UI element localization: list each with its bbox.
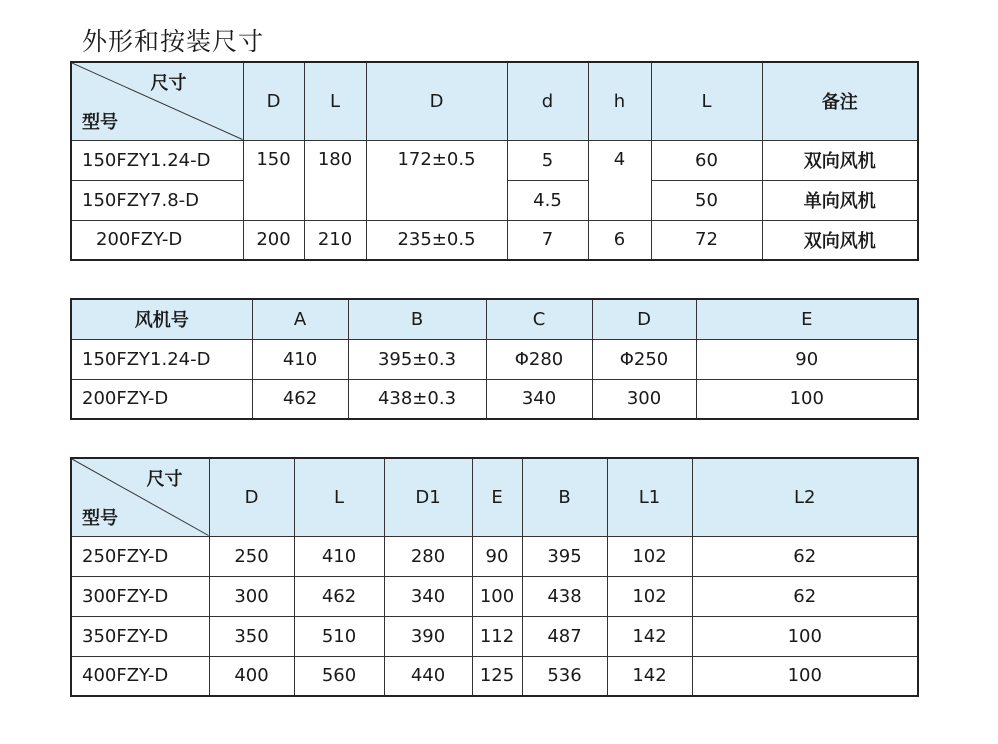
table-cell: 50: [651, 180, 762, 220]
table-cell: 462: [252, 379, 348, 419]
table-cell: 462: [294, 576, 384, 616]
column-header: E: [472, 458, 522, 536]
table-row: [71, 536, 918, 576]
table-cell: 4: [588, 140, 651, 220]
table-cell: 5: [507, 140, 588, 180]
column-header: L2: [692, 458, 918, 536]
column-header: L: [304, 62, 366, 140]
table-row: [71, 656, 918, 696]
column-header: A: [252, 299, 348, 339]
table-cell: 112: [472, 616, 522, 656]
table-cell: 350: [209, 616, 294, 656]
corner-bottom-label: 型号: [82, 507, 118, 529]
table-cell: 125: [472, 656, 522, 696]
column-header: L: [294, 458, 384, 536]
table-cell: Φ280: [486, 339, 592, 379]
dimension-table-2: [70, 298, 919, 420]
table-cell: 438±0.3: [348, 379, 486, 419]
table-cell: 410: [294, 536, 384, 576]
model-cell: 400FZY-D: [71, 656, 209, 696]
column-header: E: [696, 299, 918, 339]
column-header: 风机号: [71, 299, 252, 339]
table-row: [71, 140, 918, 180]
table-cell: 100: [696, 379, 918, 419]
column-header: 备注: [762, 62, 918, 140]
dimension-table-3: [70, 457, 919, 697]
table-header-row: [71, 62, 918, 140]
table-cell: 172±0.5: [366, 140, 507, 220]
table-cell: 100: [472, 576, 522, 616]
note-cell: 单向风机: [762, 180, 918, 220]
table-cell: 102: [607, 536, 692, 576]
table-cell: 300: [209, 576, 294, 616]
table-cell: 536: [522, 656, 607, 696]
table-cell: 200: [243, 220, 304, 260]
column-header: L1: [607, 458, 692, 536]
table-cell: 6: [588, 220, 651, 260]
table-cell: 280: [384, 536, 472, 576]
table-cell: 395±0.3: [348, 339, 486, 379]
table-cell: 7: [507, 220, 588, 260]
table-cell: 510: [294, 616, 384, 656]
table-cell: 72: [651, 220, 762, 260]
note-cell: 双向风机: [762, 140, 918, 180]
table-cell: 102: [607, 576, 692, 616]
table-cell: 250: [209, 536, 294, 576]
column-header: D1: [384, 458, 472, 536]
table-cell: 90: [472, 536, 522, 576]
table-cell: 62: [692, 536, 918, 576]
corner-cell: [71, 62, 243, 140]
table-cell: 410: [252, 339, 348, 379]
corner-top-label: 尺寸: [150, 73, 187, 94]
table-cell: 100: [692, 616, 918, 656]
corner-top-label: 尺寸: [146, 469, 183, 490]
note-cell: 双向风机: [762, 220, 918, 260]
table-cell: 438: [522, 576, 607, 616]
table-cell: 340: [486, 379, 592, 419]
table-cell: 150: [243, 140, 304, 220]
model-cell: 150FZY7.8-D: [71, 180, 243, 220]
corner-bottom-label: 型号: [82, 111, 118, 133]
column-header: L: [651, 62, 762, 140]
model-cell: 200FZY-D: [71, 379, 252, 419]
column-header: B: [522, 458, 607, 536]
table-cell: 100: [692, 656, 918, 696]
table-row: [71, 339, 918, 379]
table-cell: 560: [294, 656, 384, 696]
table-cell: 210: [304, 220, 366, 260]
model-cell: 150FZY1.24-D: [71, 140, 243, 180]
table-row: [71, 576, 918, 616]
table-cell: 390: [384, 616, 472, 656]
corner-cell: [71, 458, 209, 536]
model-cell: 200FZY-D: [71, 220, 243, 260]
model-cell: 350FZY-D: [71, 616, 209, 656]
column-header: D: [243, 62, 304, 140]
table-cell: 235±0.5: [366, 220, 507, 260]
column-header: D: [366, 62, 507, 140]
table-cell: 90: [696, 339, 918, 379]
table-cell: Φ250: [592, 339, 696, 379]
table-cell: 340: [384, 576, 472, 616]
table-cell: 142: [607, 656, 692, 696]
table-cell: 60: [651, 140, 762, 180]
column-header: D: [592, 299, 696, 339]
column-header: D: [209, 458, 294, 536]
table-cell: 62: [692, 576, 918, 616]
table-cell: 440: [384, 656, 472, 696]
table-cell: 142: [607, 616, 692, 656]
column-header: C: [486, 299, 592, 339]
column-header: h: [588, 62, 651, 140]
table-header-row: [71, 458, 918, 536]
table-row: [71, 220, 918, 260]
column-header: B: [348, 299, 486, 339]
page-title: 外形和按装尺寸: [82, 27, 265, 56]
table-cell: 395: [522, 536, 607, 576]
table-row: [71, 379, 918, 419]
table-row: [71, 616, 918, 656]
model-cell: 300FZY-D: [71, 576, 209, 616]
table-cell: 300: [592, 379, 696, 419]
table-cell: 180: [304, 140, 366, 220]
table-cell: 400: [209, 656, 294, 696]
table-header-row: [71, 299, 918, 339]
model-cell: 250FZY-D: [71, 536, 209, 576]
table-cell: 4.5: [507, 180, 588, 220]
model-cell: 150FZY1.24-D: [71, 339, 252, 379]
table-cell: 487: [522, 616, 607, 656]
dimension-table-1: [70, 61, 919, 261]
column-header: d: [507, 62, 588, 140]
